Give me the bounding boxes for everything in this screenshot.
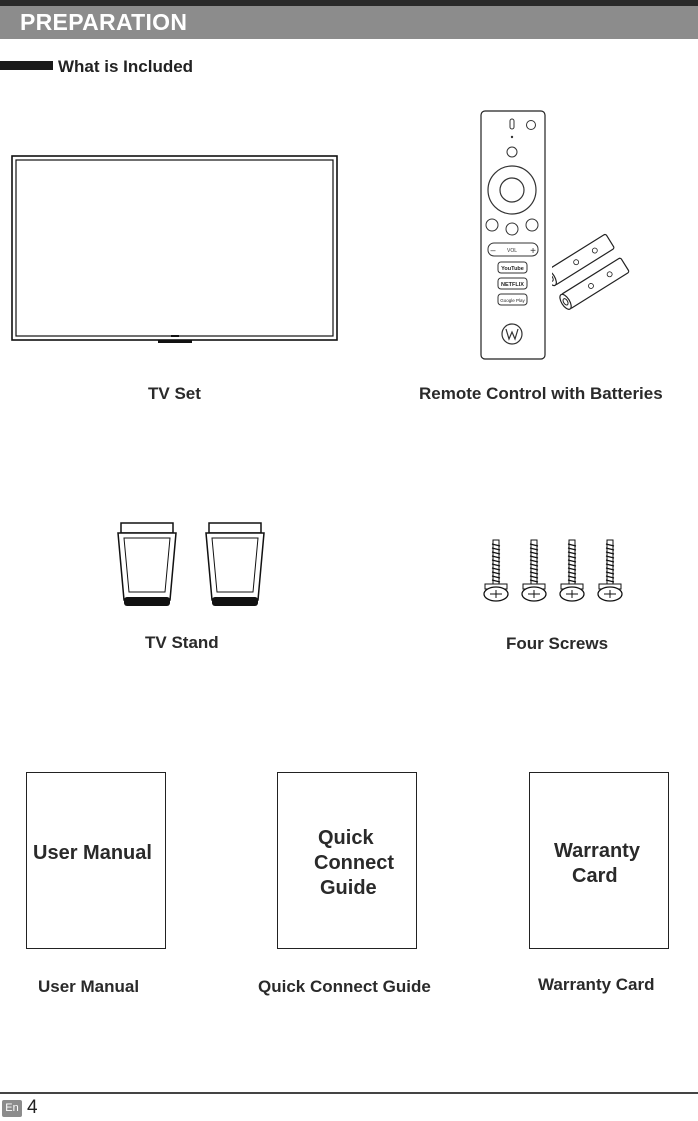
subsection-marker <box>0 61 53 70</box>
user-manual-card <box>26 772 166 949</box>
screws-caption: Four Screws <box>506 634 609 653</box>
warranty-card-line1: Warranty <box>554 840 640 862</box>
subsection-title: What is Included <box>58 57 194 76</box>
screw <box>484 540 508 601</box>
stand-right <box>206 523 264 606</box>
warranty-card <box>529 772 669 949</box>
footer-rule <box>0 1092 698 1094</box>
screws-illustration <box>482 538 632 604</box>
quick-guide-caption: Quick Connect Guide <box>258 977 431 996</box>
vol-label: VOL <box>506 248 518 254</box>
remote-control-illustration <box>478 108 550 362</box>
app-button-1-label: YouTube <box>501 266 524 272</box>
user-manual-card-text: User Manual <box>33 842 152 864</box>
warranty-card-line2: Card <box>572 865 618 887</box>
page-number: 4 <box>27 1097 38 1118</box>
section-header-bar <box>0 6 698 39</box>
quick-guide-card-line3: Guide <box>320 877 377 899</box>
app-button-3-label: Google Play <box>500 298 525 303</box>
svg-text:–: – <box>490 245 496 255</box>
quick-guide-card-line2: Connect <box>314 852 394 874</box>
page-title: PREPARATION <box>20 9 188 35</box>
app-button-2-label: NETFLIX <box>501 282 524 288</box>
user-manual-caption: User Manual <box>38 977 140 996</box>
remote-caption: Remote Control with Batteries <box>419 384 663 403</box>
tv-stand-illustration <box>112 520 282 612</box>
tv-set-illustration <box>10 154 340 346</box>
quick-guide-card-line1: Quick <box>318 827 374 849</box>
batteries-illustration <box>552 228 642 332</box>
stand-left <box>118 523 176 606</box>
tv-set-caption: TV Set <box>148 384 201 403</box>
language-badge: En <box>2 1100 22 1117</box>
svg-text:+: + <box>530 246 536 257</box>
warranty-caption: Warranty Card <box>538 975 655 994</box>
tv-stand-caption: TV Stand <box>145 633 219 652</box>
quick-guide-card <box>277 772 417 949</box>
